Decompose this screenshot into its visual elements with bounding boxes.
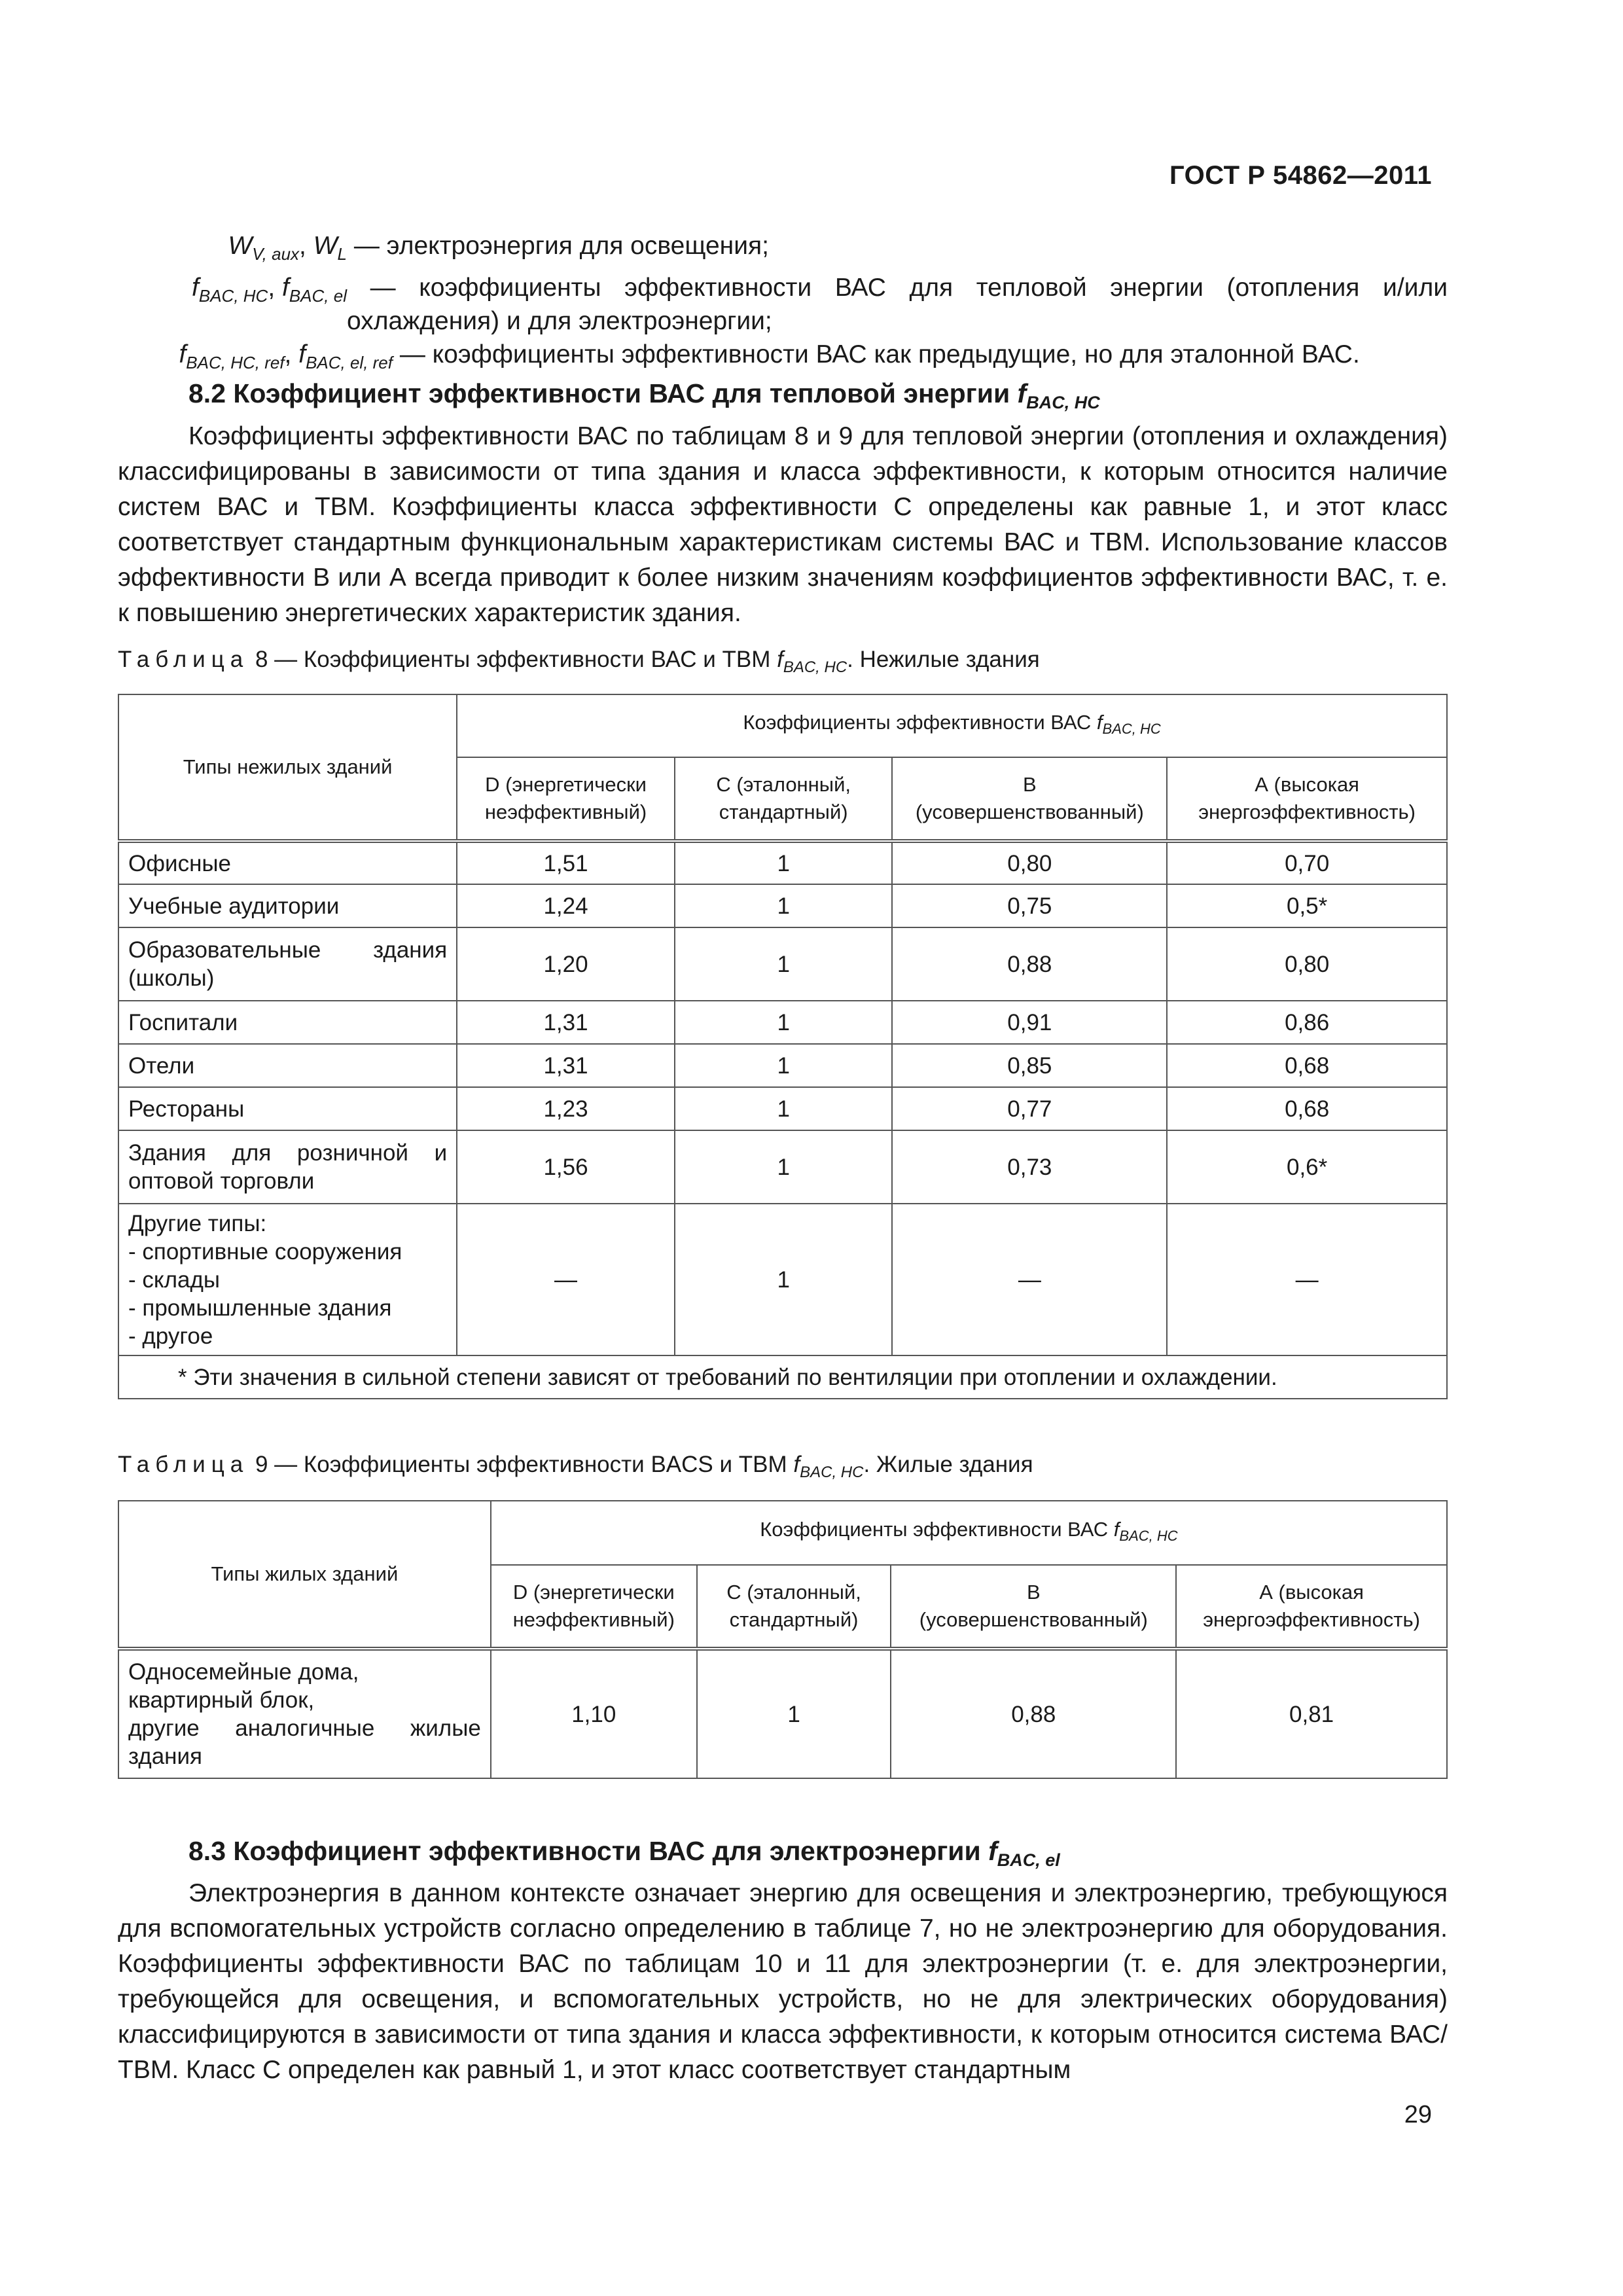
page-number: 29 bbox=[1404, 2101, 1432, 2128]
value-cell: 1 bbox=[675, 927, 893, 1001]
section-8-3-heading: 8.3 Коэффициент эффективности ВАС для электроэнергии $f_{BAC, el}$ bbox=[188, 1836, 1060, 1871]
col-header-class-c: С (эталонный, стандартный) bbox=[675, 757, 893, 841]
col-header-class-d: D (энергетически неэффективный) bbox=[491, 1565, 697, 1649]
value-cell: 0,70 bbox=[1167, 841, 1447, 884]
definition-symbol: $f_{BAC, HC}$, $f_{BAC, el}$ bbox=[192, 273, 347, 306]
row-label: Офисные bbox=[118, 841, 457, 884]
table-footnote-row bbox=[118, 1355, 1447, 1399]
value-cell: 0,91 bbox=[892, 1001, 1167, 1044]
table-row bbox=[118, 1130, 1447, 1204]
section-8-2-paragraph: Коэффициенты эффективности ВАС по таблицам 8 и 9 для тепловой энергии (отопления и охлаждения) классифицированы в зависимости от типа здания и класса эффективности, к которым относится наличие систем ВАС и ТВМ. Коэффициенты класса эффективности С определены как равные 1, и этот класс соответствует стандартным функциональным характеристикам системы ВАС и ТВМ. Использование классов эффективности В или А всегда приводит к более низким значениям коэффициентов эффективности ВАС, т. е. к повышению энергетических характеристик здания. bbox=[118, 422, 1448, 627]
value-cell: 1,31 bbox=[457, 1001, 675, 1044]
definition-row bbox=[118, 229, 1448, 271]
col-header-class-b: В (усовершенствованный) bbox=[892, 757, 1167, 841]
col-header-class-b: В (усовершенствованный) bbox=[891, 1565, 1176, 1649]
value-cell: 1,23 bbox=[457, 1087, 675, 1130]
definition-text: — электроэнергия для освещения; bbox=[347, 232, 769, 260]
row-label: Рестораны bbox=[118, 1087, 457, 1130]
table-8-caption: Таблица 8 — Коэффициенты эффективности ВАС и ТВМ $f_{BAC, HC}$. Нежилые здания bbox=[118, 647, 1040, 676]
value-cell: 1 bbox=[675, 1044, 893, 1087]
row-label: Госпитали bbox=[118, 1001, 457, 1044]
table-9-caption: Таблица 9 — Коэффициенты эффективности BACS и ТВМ $f_{BAC, HC}$. Жилые здания bbox=[118, 1452, 1033, 1481]
value-cell: 1 bbox=[675, 841, 893, 884]
value-cell: 0,6* bbox=[1167, 1130, 1447, 1204]
symbol-definitions bbox=[118, 229, 1448, 380]
value-cell: 0,5* bbox=[1167, 884, 1447, 927]
value-cell: 1 bbox=[697, 1649, 891, 1778]
value-cell: 1,20 bbox=[457, 927, 675, 1001]
row-label: Отели bbox=[118, 1044, 457, 1087]
value-cell: 0,88 bbox=[891, 1649, 1176, 1778]
value-cell: 1 bbox=[675, 1087, 893, 1130]
definition-row bbox=[118, 271, 1448, 338]
table-8 bbox=[118, 694, 1448, 1399]
value-cell: 0,88 bbox=[892, 927, 1167, 1001]
value-cell: 1,24 bbox=[457, 884, 675, 927]
value-cell: 1 bbox=[675, 1130, 893, 1204]
value-cell: 1 bbox=[675, 1001, 893, 1044]
section-8-3-paragraph: Электроэнергия в данном контексте означает энергию для освещения и электроэнергию, требующуюся для вспомогательных устройств согласно определению в таблице 7, но не электроэнергию для оборудования. Коэффициенты эффективности ВАС по таблицам 10 и 11 для электроэнергии (т. е. для электроэнергии, требующейся для освещения, и вспомогательных устройств, но не для электрических оборудования) классифицируются в зависимости от типа здания и класса эффективности, к которым относится система ВАС/ТВМ. Класс С определен как равный 1, и этот класс соответствует стандартным bbox=[118, 1879, 1448, 2084]
table-row bbox=[118, 1001, 1447, 1044]
value-cell: 0,68 bbox=[1167, 1087, 1447, 1130]
value-cell: 1 bbox=[675, 884, 893, 927]
row-label: Здания для розничной и оптовой торговли bbox=[118, 1130, 457, 1204]
section-8-2-heading: 8.2 Коэффициент эффективности ВАС для тепловой энергии $f_{BAC, HC}$ bbox=[188, 378, 1100, 413]
value-cell: 0,81 bbox=[1176, 1649, 1447, 1778]
value-cell: 0,68 bbox=[1167, 1044, 1447, 1087]
table-footnote: * Эти значения в сильной степени зависят от требований по вентиляции при отоплении и охлаждении. bbox=[118, 1355, 1447, 1399]
value-cell: 1 bbox=[675, 1204, 893, 1355]
col-header-building-type: Типы жилых зданий bbox=[118, 1501, 491, 1649]
col-header-group: Коэффициенты эффективности ВАС $f_{BAC, HC}$ bbox=[457, 694, 1447, 757]
col-header-class-c: С (эталонный, стандартный) bbox=[697, 1565, 891, 1649]
definition-symbol: $f_{BAC, HC, ref}$, $f_{BAC, el, ref}$ bbox=[179, 340, 393, 372]
col-header-class-d: D (энергетически неэффективный) bbox=[457, 757, 675, 841]
table-row bbox=[118, 1044, 1447, 1087]
document-code: ГОСТ Р 54862—2011 bbox=[1169, 161, 1432, 190]
value-cell: 0,73 bbox=[892, 1130, 1167, 1204]
table-row bbox=[118, 927, 1447, 1001]
value-cell: 0,80 bbox=[892, 841, 1167, 884]
value-cell: — bbox=[1167, 1204, 1447, 1355]
value-cell: 0,80 bbox=[1167, 927, 1447, 1001]
row-label: Односемейные дома, квартирный блок, другие аналогичные жилые здания bbox=[118, 1649, 491, 1778]
col-header-building-type: Типы нежилых зданий bbox=[118, 694, 457, 841]
col-header-group: Коэффициенты эффективности ВАС $f_{BAC, HC}$ bbox=[491, 1501, 1447, 1565]
value-cell: 1,51 bbox=[457, 841, 675, 884]
value-cell: 0,77 bbox=[892, 1087, 1167, 1130]
col-header-class-a: А (высокая энергоэффективность) bbox=[1176, 1565, 1447, 1649]
row-label: Учебные аудитории bbox=[118, 884, 457, 927]
definition-row bbox=[118, 338, 1448, 380]
value-cell: 1,10 bbox=[491, 1649, 697, 1778]
table-9 bbox=[118, 1500, 1448, 1779]
value-cell: 0,86 bbox=[1167, 1001, 1447, 1044]
value-cell: 0,75 bbox=[892, 884, 1167, 927]
table-row bbox=[118, 1204, 1447, 1355]
table-row bbox=[118, 884, 1447, 927]
definition-symbol: $W_{V, aux}$, $W_L$ bbox=[228, 232, 347, 264]
definition-text: — коэффициенты эффективности ВАС как предыдущие, но для эталонной ВАС. bbox=[393, 340, 1360, 368]
value-cell: 1,56 bbox=[457, 1130, 675, 1204]
table-row bbox=[118, 841, 1447, 884]
row-label: Другие типы: - спортивные сооружения - склады - промышленные здания - другое bbox=[118, 1204, 457, 1355]
table-row bbox=[118, 1087, 1447, 1130]
value-cell: 1,31 bbox=[457, 1044, 675, 1087]
value-cell: — bbox=[457, 1204, 675, 1355]
row-label: Образовательные здания (школы) bbox=[118, 927, 457, 1001]
table-row bbox=[118, 1649, 1447, 1778]
value-cell: 0,85 bbox=[892, 1044, 1167, 1087]
value-cell: — bbox=[892, 1204, 1167, 1355]
definition-text: — коэффициенты эффективности ВАС для тепловой энергии (отопления и/или охлаждения) и для электроэнергии; bbox=[347, 273, 1448, 335]
col-header-class-a: А (высокая энергоэффективность) bbox=[1167, 757, 1447, 841]
